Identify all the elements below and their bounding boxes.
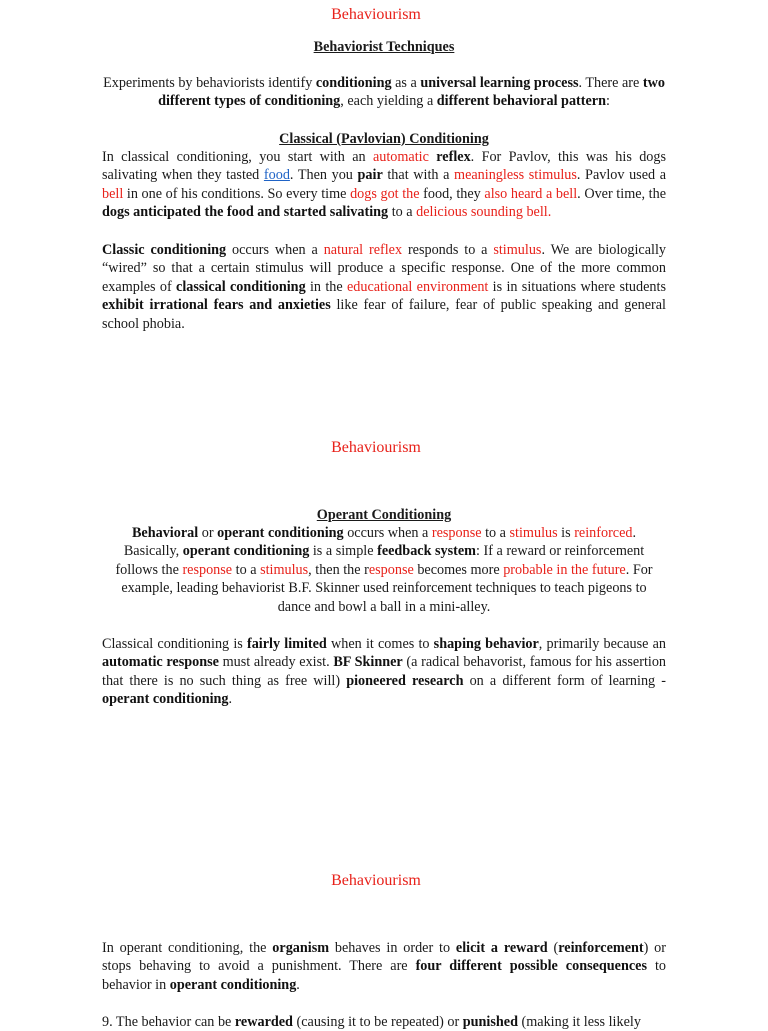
text-run: occurs when a (343, 525, 432, 541)
text-run: In operant conditioning, the (102, 940, 273, 956)
text-run: , each yielding a (340, 93, 437, 110)
text-run: that with a (382, 167, 455, 184)
highlight-text: stimulus (260, 561, 309, 578)
bold-text: conditioning (315, 75, 392, 91)
bold-text: exhibit irrational fears and anxieties (102, 297, 331, 314)
bold-text: Behavioral (131, 525, 199, 541)
bold-text: fairly limited (246, 636, 327, 652)
subheading: Classical (Pavlovian) Conditioning (279, 131, 489, 147)
text-run: . (228, 691, 233, 708)
bold-text: reflex (436, 149, 471, 165)
highlight-text: bell (102, 185, 124, 202)
text-run: ) or stops behaving to avoid a punishment. There are (102, 940, 667, 975)
text-run: . Then you (289, 167, 358, 184)
text-run: . Basically, (123, 525, 637, 560)
highlight-text: dogs got the (350, 185, 420, 202)
section-title: Behaviourism (331, 872, 421, 889)
text-run: to a (481, 525, 510, 541)
text-run: In classical conditioning, you start with an (102, 149, 373, 165)
bold-text: shaping behavior (433, 636, 539, 652)
section-title: Behaviourism (331, 439, 421, 456)
bold-text: reinforcement (558, 940, 644, 956)
bold-text: pair (357, 167, 383, 184)
bold-text: punished (462, 1014, 518, 1030)
text-run: in the (305, 278, 347, 295)
bold-text: operant conditioning (169, 976, 297, 993)
bold-text: different behavioral pattern (436, 93, 606, 110)
text-run: . Over time, the (577, 185, 667, 202)
text-run: to a (232, 561, 261, 578)
bold-text: four different possible consequences (415, 958, 647, 975)
text-run: Experiments by behaviorists identify (103, 75, 316, 91)
bold-text: operant conditioning (102, 691, 229, 708)
bold-text: classical conditioning (176, 278, 306, 295)
classical-paragraph-2 (102, 241, 666, 333)
bold-text: operant conditioning (182, 543, 310, 560)
intro-paragraph (102, 74, 666, 111)
food-link[interactable]: food (263, 167, 290, 184)
text-run: (making it less likely (517, 1014, 641, 1030)
text-run: occurs when a (226, 242, 324, 258)
text-run: is in situations where students (488, 278, 666, 295)
highlight-text: delicious sounding bell. (416, 204, 552, 221)
highlight-text: reinforced (574, 525, 633, 541)
text-run: : If a reward or reinforcement follows the (115, 543, 645, 578)
bold-text: two different types of conditioning (158, 75, 665, 110)
text-run: ( (547, 940, 559, 956)
bold-text: rewarded (234, 1014, 293, 1030)
highlight-text: also heard a bell (484, 185, 578, 202)
consequences-paragraph (102, 939, 666, 994)
text-run: . Pavlov used a (576, 167, 667, 184)
highlight-text: stimulus (509, 525, 558, 541)
highlight-text: automatic (372, 149, 429, 165)
bold-text: elicit a reward (455, 940, 548, 956)
highlight-text: stimulus (493, 242, 542, 258)
bold-text: operant conditioning (217, 525, 344, 541)
text-run: like fear of failure, fear of public speaking and general school phobia. (102, 297, 666, 332)
text-run: when it comes to (326, 636, 434, 652)
text-run: (causing it to be repeated) or (292, 1014, 463, 1030)
operant-paragraph-2 (102, 635, 666, 709)
highlight-text: esponse (368, 561, 414, 578)
text-run: . (296, 976, 300, 993)
text-run: is a simple (309, 543, 378, 560)
text-run: Classical conditioning is (102, 636, 247, 652)
section-heading: Operant Conditioning (316, 507, 452, 523)
bold-text: pioneered research (346, 672, 464, 689)
bold-text: Classic conditioning (102, 242, 227, 258)
text-run: . For example, leading behaviorist B.F. Skinner used reinforcement techniques to teach pigeons to dance and bowl a ball in a mini-alley. (121, 561, 653, 615)
bold-text: organism (272, 940, 330, 956)
highlight-text: meaningless stimulus (454, 167, 577, 184)
text-run: responds to a (402, 242, 494, 258)
highlight-text: educational environment (346, 278, 489, 295)
bold-text: BF Skinner (333, 654, 403, 671)
text-run: . There are (578, 75, 643, 91)
text-run: on a different form of learning - (463, 672, 667, 689)
text-run: to a (388, 204, 417, 221)
classical-paragraph-1 (102, 148, 666, 222)
highlight-text: response (431, 525, 482, 541)
operant-paragraph-1 (108, 524, 660, 616)
text-run: behaves in order to (329, 940, 456, 956)
bold-text: dogs anticipated the food and started salivating (102, 204, 389, 221)
section-title: Behaviourism (331, 6, 421, 23)
text-run: . For Pavlov, this was his dogs salivating when they tasted (102, 149, 667, 184)
text-run: 9. The behavior can be (102, 1014, 235, 1030)
text-run: must already exist. (218, 654, 334, 671)
highlight-text: natural reflex (323, 242, 403, 258)
text-run: food, they (419, 185, 485, 202)
text-run: . We are biologically “wired” so that a certain stimulus will produce a specific response. One of the more common examples of (102, 242, 666, 295)
text-run: , then the r (308, 561, 369, 578)
list-item (102, 1013, 702, 1031)
bold-text: universal learning process (420, 75, 579, 91)
text-run: becomes more (413, 561, 504, 578)
highlight-text: response (182, 561, 233, 578)
text-run: in one of his conditions. So every time (123, 185, 351, 202)
text-run: as a (391, 75, 421, 91)
text-run: , primarily because an (538, 636, 666, 652)
bold-text: automatic response (102, 654, 219, 671)
highlight-text: probable in the future (503, 561, 626, 578)
section-heading: Behaviorist Techniques (313, 39, 455, 55)
text-run: : (605, 93, 610, 110)
bold-text: feedback system (377, 543, 476, 560)
text-run: is (557, 525, 575, 541)
text-run: (a radical behavorist, famous for his assertion that there is no such thing as free will) (102, 654, 667, 689)
text-run: to behavior in (102, 958, 666, 993)
text-run: or (198, 525, 218, 541)
